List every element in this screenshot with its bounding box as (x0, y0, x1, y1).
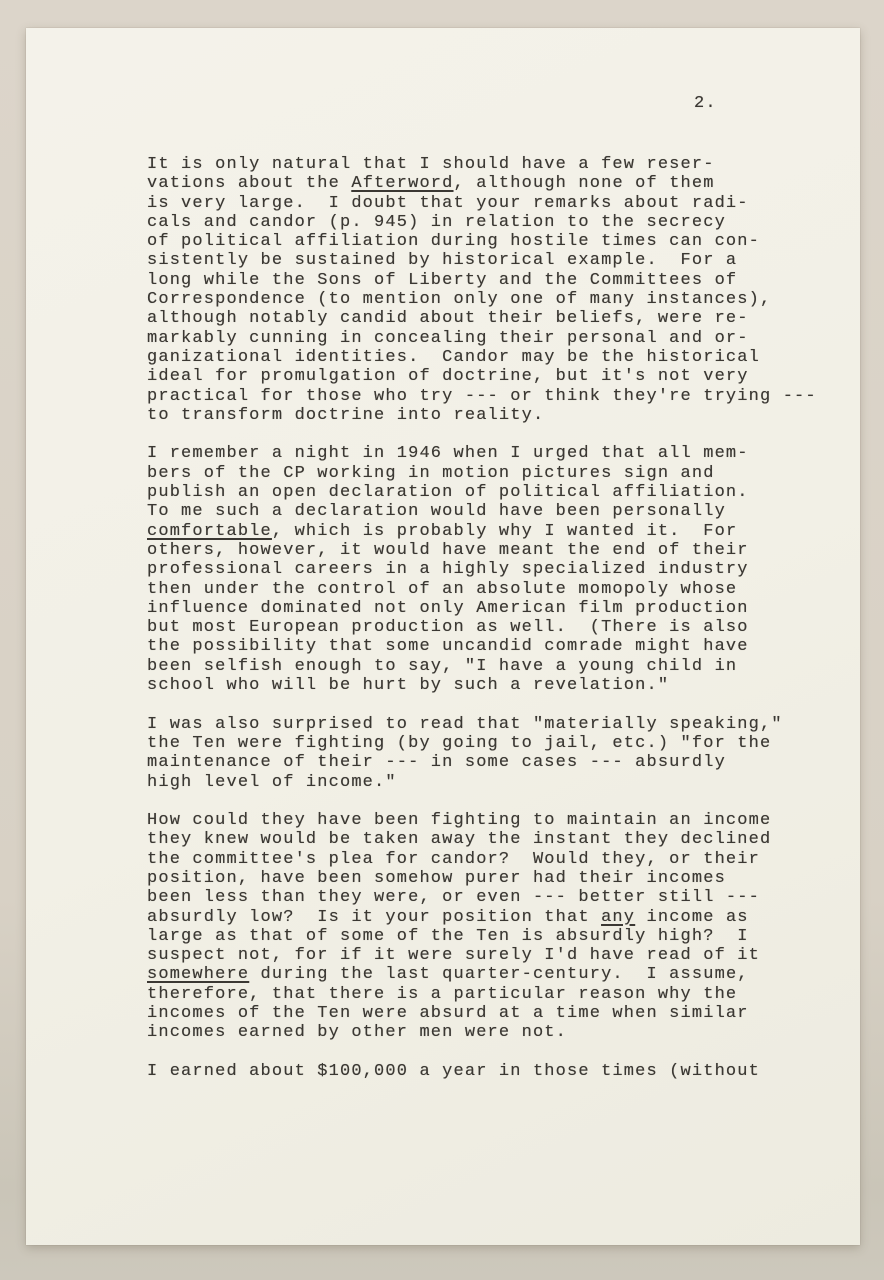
text-line (147, 1023, 817, 1042)
text-segment: then under the control of an absolute momopoly whose (147, 579, 738, 599)
text-line (147, 715, 817, 734)
text-segment: although notably candid about their beliefs, were re- (147, 309, 749, 329)
text-segment: been selfish enough to say, "I have a young child in (147, 656, 738, 676)
text-line (147, 676, 817, 695)
text-line (147, 580, 817, 599)
text-line (147, 387, 817, 406)
text-segment: to transform doctrine into reality. (147, 405, 545, 425)
paragraph (147, 715, 817, 792)
text-line (147, 869, 817, 888)
text-line (147, 888, 817, 907)
text-segment: ideal for promulgation of doctrine, but it's not very (147, 367, 749, 387)
letter-page (26, 28, 860, 1245)
text-line (147, 1004, 817, 1023)
text-segment: incomes of the Ten were absurd at a time when similar (147, 1004, 749, 1024)
text-line (147, 483, 817, 502)
text-line (147, 560, 817, 579)
paragraph (147, 811, 817, 1043)
text-line (147, 965, 817, 984)
text-segment: I earned about $100,000 a year in those times (without (147, 1061, 760, 1081)
text-line (147, 734, 817, 753)
text-line (147, 618, 817, 637)
text-line (147, 599, 817, 618)
text-segment: ganizational identities. Candor may be the historical (147, 347, 760, 367)
text-line (147, 811, 817, 830)
text-segment: It is only natural that I should have a few reser- (147, 155, 715, 174)
text-segment: markably cunning in concealing their personal and or- (147, 328, 749, 348)
paragraph (147, 1062, 817, 1081)
text-segment: the committee's plea for candor? Would they, or their (147, 849, 760, 869)
paragraph (147, 444, 817, 695)
text-segment: publish an open declaration of political affiliation. (147, 483, 749, 503)
text-segment: of political affiliation during hostile times can con- (147, 232, 760, 252)
underlined-text: comfortable (147, 521, 272, 541)
text-segment: absurdly low? Is it your position that (147, 907, 602, 927)
text-segment: they knew would be taken away the instant they declined (147, 830, 772, 850)
text-segment: incomes earned by other men were not. (147, 1023, 568, 1043)
text-line (147, 946, 817, 965)
underlined-text: somewhere (147, 965, 250, 985)
text-line (147, 348, 817, 367)
text-line (147, 657, 817, 676)
text-line (147, 309, 817, 328)
text-segment: maintenance of their --- in some cases --- absurdly (147, 753, 726, 773)
underlined-text: Afterword (351, 174, 454, 194)
text-line (147, 753, 817, 772)
text-segment: How could they have been fighting to maintain an income (147, 811, 772, 831)
text-line (147, 464, 817, 483)
text-segment: suspect not, for if it were surely I'd have read of it (147, 946, 760, 966)
text-segment: is very large. I doubt that your remarks about radi- (147, 193, 749, 213)
text-line (147, 985, 817, 1004)
text-line (147, 290, 817, 309)
text-segment: practical for those who try --- or think they're trying --- (147, 386, 817, 406)
text-segment: but most European production as well. (There is also (147, 618, 749, 638)
text-line (147, 271, 817, 290)
text-segment: bers of the CP working in motion pictures sign and (147, 463, 715, 483)
text-line (147, 908, 817, 927)
text-line (147, 251, 817, 270)
text-line (147, 232, 817, 251)
text-segment: I remember a night in 1946 when I urged that all mem- (147, 444, 749, 464)
text-segment: cals and candor (p. 945) in relation to the secrecy (147, 212, 726, 232)
text-line (147, 194, 817, 213)
text-segment: Correspondence (to mention only one of many instances), (147, 290, 772, 310)
text-segment: school who will be hurt by such a revelation." (147, 676, 670, 696)
text-segment: high level of income." (147, 772, 397, 792)
text-segment: long while the Sons of Liberty and the Committees of (147, 270, 738, 290)
text-segment: , although none of them (453, 174, 715, 194)
text-line (147, 637, 817, 656)
text-segment: I was also surprised to read that "materially speaking," (147, 714, 783, 734)
text-line (147, 444, 817, 463)
text-line (147, 522, 817, 541)
text-line (147, 329, 817, 348)
text-segment: others, however, it would have meant the end of their (147, 540, 749, 560)
text-line (147, 830, 817, 849)
text-segment: To me such a declaration would have been personally (147, 502, 726, 522)
text-line (147, 502, 817, 521)
text-segment: therefore, that there is a particular reason why the (147, 984, 738, 1004)
text-line (147, 850, 817, 869)
paragraph (147, 155, 817, 425)
text-line (147, 367, 817, 386)
text-segment: during the last quarter-century. I assume, (249, 965, 749, 985)
letter-body (147, 155, 817, 1101)
text-segment: position, have been somehow purer had their incomes (147, 868, 726, 888)
text-segment: been less than they were, or even --- better still --- (147, 888, 760, 908)
text-line (147, 1062, 817, 1081)
text-segment: sistently be sustained by historical example. For a (147, 251, 738, 271)
text-segment: the Ten were fighting (by going to jail, etc.) "for the (147, 733, 772, 753)
text-segment: the possibility that some uncandid comrade might have (147, 637, 749, 657)
text-line (147, 927, 817, 946)
text-line (147, 155, 817, 174)
text-line (147, 773, 817, 792)
text-line (147, 541, 817, 560)
text-line (147, 174, 817, 193)
underlined-text: any (601, 907, 636, 927)
text-segment: large as that of some of the Ten is absurdly high? I (147, 926, 749, 946)
text-segment: , which is probably why I wanted it. For (271, 521, 738, 541)
page-number: 2. (694, 94, 717, 113)
text-segment: vations about the (147, 174, 352, 194)
text-segment: influence dominated not only American film production (147, 598, 749, 618)
text-segment: income as (635, 907, 749, 927)
text-segment: professional careers in a highly specialized industry (147, 560, 749, 580)
text-line (147, 406, 817, 425)
text-line (147, 213, 817, 232)
